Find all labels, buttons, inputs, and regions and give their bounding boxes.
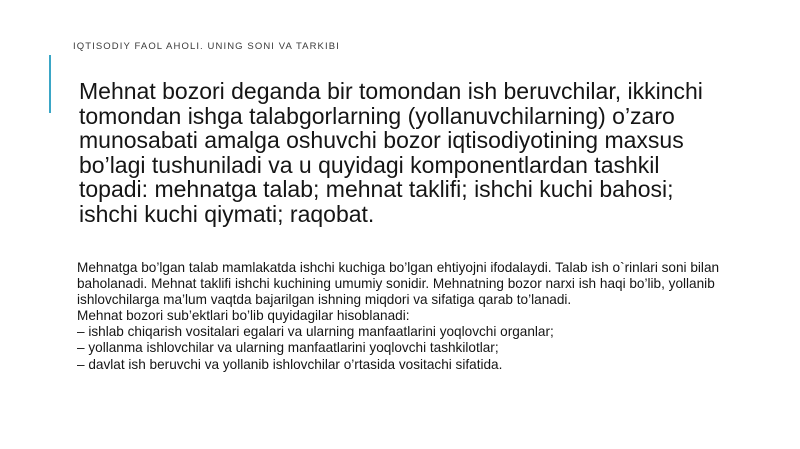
accent-bar xyxy=(49,55,51,113)
main-text: Mehnat bozori deganda bir tomondan ish beruvchilar, ikkinchi tomondan ishga talabgorlarning (yollanuvchilarning) o’zaro munosabati amalga oshuvchi bozor iqtisodiyotining maxsus bo’lagi tushuniladi va u quyidagi komponentlardan tashkil topadi: mehnatga talab; mehnat taklifi; ishchi kuchi bahosi; ishchi kuchi qiymati; raqobat. xyxy=(79,78,703,227)
body-text xyxy=(77,260,737,373)
list-item: – yollanma ishlovchilar va ularning manfaatlarini yoqlovchi tashkilotlar; xyxy=(77,340,499,356)
body-paragraph-subjects-intro: Mehnat bozori sub’ektlari bo’lib quyidagilar hisoblanadi: xyxy=(77,308,410,324)
list-item: – ishlab chiqarish vositalari egalari va ularning manfaatlarini yoqlovchi organlar; xyxy=(77,324,554,340)
body-paragraph-demand: Mehnatga bo’lgan talab mamlakatda ishchi kuchiga bo’lgan ehtiyojni ifodalaydi. Talab ish o`rinlari soni bilan baholanadi. Mehnat taklifi ishchi kuchining umumiy sonidir. Mehnatning bozor narxi ish haqi bo’lib, yollanib ishlovchilarga ma’lum vaqtda bajarilgan ishning miqdori va sifatiga qarab to’lanadi. xyxy=(77,260,720,308)
slide-title: IQTISODIY FAOL AHOLI. UNING SONI VA TARKIBI xyxy=(73,41,340,52)
list-item: – davlat ish beruvchi va yollanib ishlovchilar o’rtasida vositachi sifatida. xyxy=(77,356,503,372)
